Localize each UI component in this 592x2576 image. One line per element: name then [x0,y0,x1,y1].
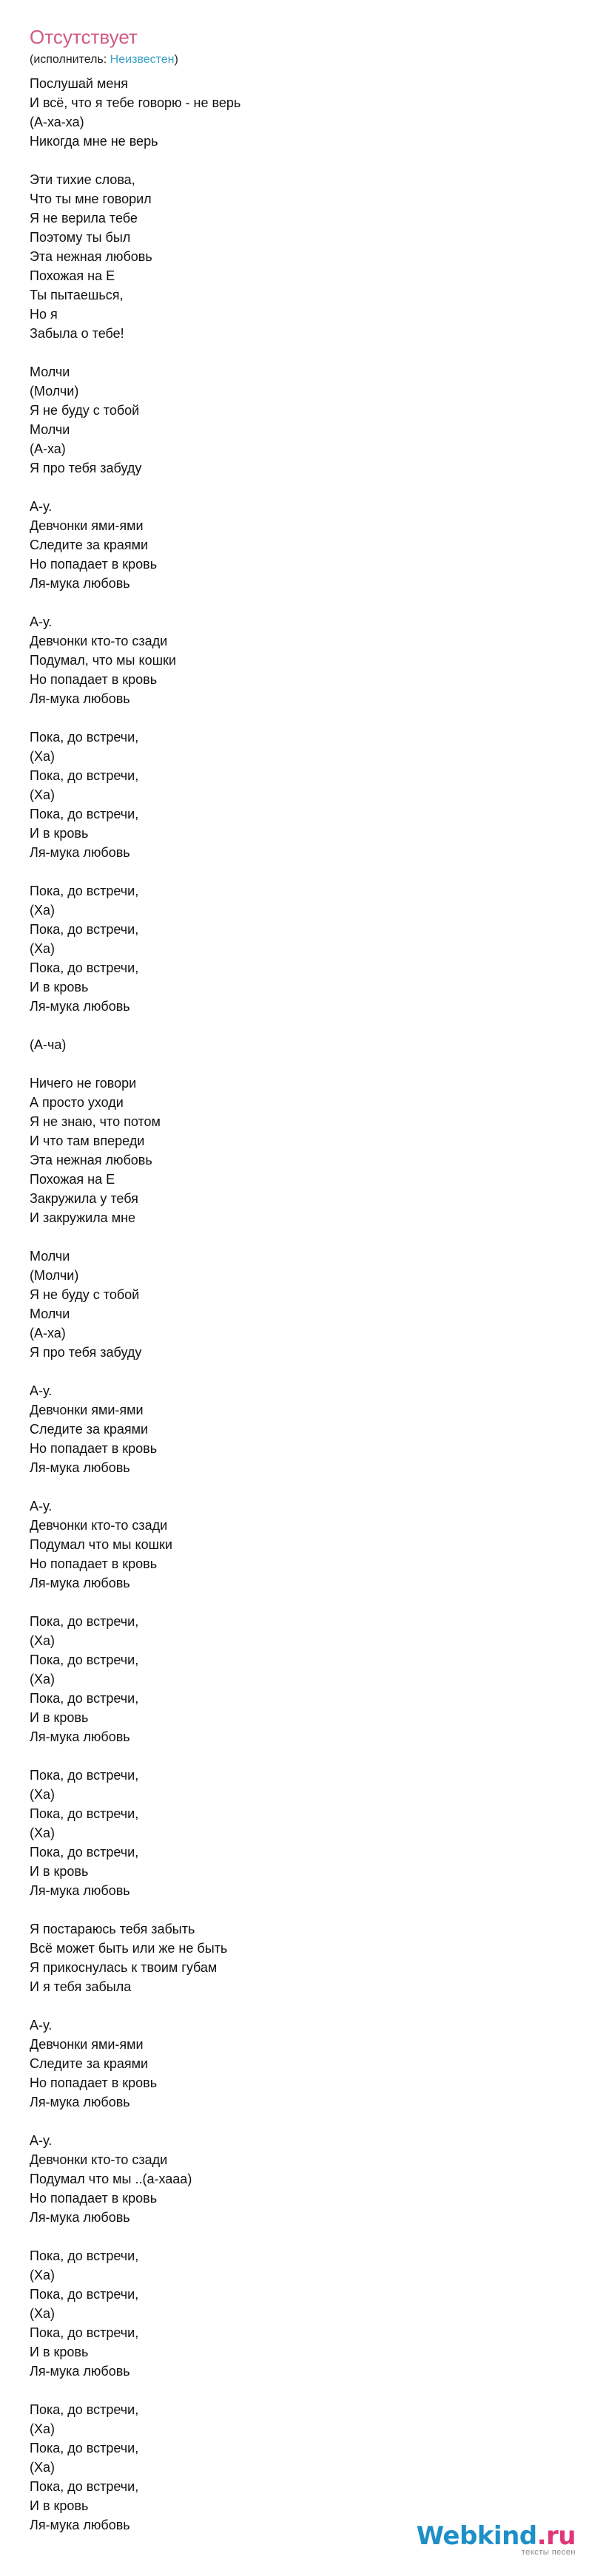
lyrics-line: (Ха) [30,941,56,956]
lyrics-line: (Молчи) [30,1268,79,1283]
lyrics-stanza [30,497,562,593]
lyrics-stanza [30,1035,562,1054]
lyrics-line: (Ха) [30,1826,56,1840]
lyrics-stanza [30,2246,562,2381]
lyrics-line: Молчи [30,365,70,379]
lyrics-line: Пока, до встречи, [30,2479,139,2494]
lyrics-stanza [30,1247,562,1362]
lyrics-line: Пока, до встречи, [30,2325,139,2340]
lyrics-line: Пока, до встречи, [30,2287,139,2302]
lyrics-line: И в кровь [30,1710,89,1725]
lyrics-line: (Ха) [30,2460,56,2475]
lyrics-line: Я про тебя забуду [30,1345,142,1360]
logo-tagline: тексты песен [521,2548,576,2557]
lyrics-line: Девчонки кто-то сзади [30,2152,168,2167]
lyrics-line: Я постараюсь тебя забыть [30,1922,195,1936]
lyrics-line: (Ха) [30,2306,56,2321]
lyrics-line: Что ты мне говорил [30,191,152,206]
lyrics-line: Следите за краями [30,1422,149,1437]
lyrics-line: (Ха) [30,2268,56,2282]
lyrics-line: (Ха) [30,1633,56,1648]
lyrics-line: (Ха) [30,1672,56,1687]
lyrics-line: Но попадает в кровь [30,1441,158,1456]
lyrics-line: Ля-мука любовь [30,576,130,591]
lyrics-stanza [30,612,562,708]
lyrics-line: Следите за краями [30,2056,149,2071]
lyrics-line: Девчонки кто-то сзади [30,1518,168,1533]
lyrics-line: И в кровь [30,1864,89,1879]
lyrics-line: Девчонки ями-ями [30,518,144,533]
lyrics-line: А просто уходи [30,1095,124,1110]
lyrics-line: Ля-мука любовь [30,2095,130,2109]
lyrics-line: Я прикоснулась к твоим губам [30,1960,218,1975]
lyrics-line: Но я [30,307,58,322]
lyrics-stanza [30,362,562,478]
lyrics-line: Девчонки ями-ями [30,1403,144,1417]
lyrics-line: Но попадает в кровь [30,557,158,572]
lyrics-line: А-у. [30,1383,53,1398]
lyrics-stanza [30,2016,562,2112]
lyrics-line: Девчонки ями-ями [30,2037,144,2052]
logo-name: Webkind [416,2521,537,2551]
lyrics-line: Подумал, что мы кошки [30,653,176,668]
meta-suffix: ) [174,53,178,66]
lyrics-line: Пока, до встречи, [30,1691,139,1706]
lyrics-line: (Ха) [30,787,56,802]
lyrics-line: Пока, до встречи, [30,1845,139,1860]
lyrics-line: Всё может быть или же не быть [30,1941,228,1956]
lyrics-line: А-у. [30,1499,53,1514]
lyrics-line: (А-ха-ха) [30,115,84,129]
lyrics-stanza [30,2400,562,2535]
lyrics-line: Но попадает в кровь [30,2191,158,2206]
lyrics-line: И я тебя забыла [30,1979,132,1994]
lyrics-line: Ля-мука любовь [30,845,130,860]
lyrics-line: Эта нежная любовь [30,249,152,264]
lyrics-line: Никогда мне не верь [30,134,158,149]
lyrics-line: Но попадает в кровь [30,672,158,687]
lyrics-line: А-у. [30,2018,53,2033]
lyrics-line: (А-ча) [30,1037,67,1052]
lyrics-line: Пока, до встречи, [30,2402,139,2417]
lyrics-line: Эти тихие слова, [30,172,135,187]
lyrics-line: (Ха) [30,2421,56,2436]
lyrics-line: Пока, до встречи, [30,768,139,783]
lyrics-line: (Молчи) [30,384,79,399]
lyrics-line: Ля-мука любовь [30,1729,130,1744]
lyrics-line: И в кровь [30,2498,89,2513]
lyrics-line: Молчи [30,422,70,437]
meta-prefix: (исполнитель: [30,53,110,66]
lyrics-line: А-у. [30,614,53,629]
lyrics-line: Ля-мука любовь [30,2364,130,2379]
lyrics-line: Пока, до встречи, [30,960,139,975]
song-meta [30,52,562,68]
lyrics-line: (Ха) [30,903,56,918]
lyrics-line: Пока, до встречи, [30,730,139,745]
lyrics-line: И что там впереди [30,1133,145,1148]
lyrics-stanza [30,2131,562,2227]
lyrics-line: Ля-мука любовь [30,1460,130,1475]
lyrics-line: Следите за краями [30,538,149,552]
lyrics-line: (А-ха) [30,1326,66,1340]
lyrics-line: Я не верила тебе [30,211,138,226]
lyrics-line: Молчи [30,1249,70,1264]
lyrics-line: Ля-мука любовь [30,1883,130,1898]
lyrics-stanza [30,728,562,862]
song-title: Отсутствует [30,26,138,48]
lyrics-line: Подумал что мы кошки [30,1537,172,1552]
lyrics-line: Пока, до встречи, [30,922,139,937]
lyrics-line: Ничего не говори [30,1076,137,1091]
lyrics-line: Ля-мука любовь [30,691,130,706]
lyrics-line: Пока, до встречи, [30,2441,139,2455]
lyrics-line: Пока, до встречи, [30,1614,139,1629]
lyrics-line: Девчонки кто-то сзади [30,634,168,648]
lyrics-line: И в кровь [30,826,89,841]
lyrics-stanza [30,1497,562,1593]
lyrics-line: Похожая на Е [30,1172,115,1187]
lyrics-line: А-у. [30,2133,53,2148]
artist-link[interactable]: Неизвестен [110,53,175,66]
lyrics-line: Ля-мука любовь [30,2210,130,2225]
lyrics-line: Пока, до встречи, [30,884,139,898]
lyrics-line: Забыла о тебе! [30,326,124,341]
lyrics-line: (А-ха) [30,441,66,456]
site-logo[interactable] [417,2523,576,2557]
lyrics-line: Пока, до встречи, [30,1653,139,1667]
lyrics-line: Я не знаю, что потом [30,1114,161,1129]
lyrics-stanza [30,1612,562,1746]
logo-tld: .ru [536,2521,576,2551]
lyrics-line: Ля-мука любовь [30,1576,130,1590]
lyrics-line: Но попадает в кровь [30,2075,158,2090]
lyrics-stanza [30,1766,562,1900]
lyrics-line: Подумал что мы ..(а-хааа) [30,2172,192,2186]
lyrics-stanza [30,1919,562,1996]
lyrics-line: И закружила мне [30,1210,136,1225]
lyrics-line: Пока, до встречи, [30,2248,139,2263]
lyrics-line: И в кровь [30,980,89,994]
lyrics-line: Пока, до встречи, [30,807,139,821]
lyrics-stanza [30,74,562,151]
lyrics-line: Ля-мука любовь [30,2518,130,2532]
lyrics-line: Я не буду с тобой [30,403,140,418]
lyrics-line: Я не буду с тобой [30,1287,140,1302]
lyrics-line: (Ха) [30,749,56,764]
lyrics-line: Ты пытаешься, [30,288,124,302]
lyrics-line: Эта нежная любовь [30,1153,152,1167]
lyrics-line: Я про тебя забуду [30,461,142,475]
lyrics [30,74,562,2535]
lyrics-line: Закружила у тебя [30,1191,138,1206]
lyrics-line: Поэтому ты был [30,230,131,245]
lyrics-stanza [30,170,562,343]
lyrics-line: И в кровь [30,2345,89,2359]
song-page [30,25,562,2554]
lyrics-line: И всё, что я тебе говорю - не верь [30,95,241,110]
lyrics-line: Ля-мука любовь [30,999,130,1014]
lyrics-stanza [30,1074,562,1227]
lyrics-line: Похожая на Е [30,268,115,283]
lyrics-line: (Ха) [30,1787,56,1802]
logo-wordmark [417,2523,576,2549]
lyrics-line: А-у. [30,499,53,514]
lyrics-line: Пока, до встречи, [30,1806,139,1821]
lyrics-line: Пока, до встречи, [30,1768,139,1783]
lyrics-line: Молчи [30,1306,70,1321]
lyrics-stanza [30,881,562,1016]
lyrics-stanza [30,1381,562,1477]
lyrics-line: Но попадает в кровь [30,1556,158,1571]
lyrics-line: Послушай меня [30,76,129,91]
